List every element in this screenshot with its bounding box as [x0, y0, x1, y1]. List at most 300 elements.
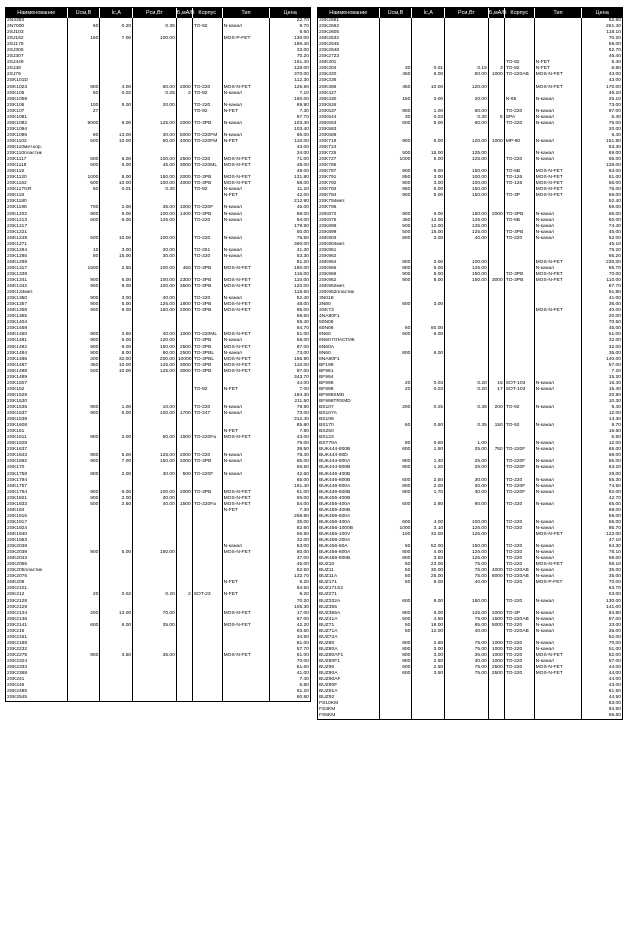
cell-transconductance: 1400 [177, 212, 193, 218]
cell-name: 3SK73 [318, 308, 380, 314]
cell-package: TO-220 [193, 453, 223, 459]
cell-package: TO-92 [193, 187, 223, 193]
cell-name: 2SK1486 [6, 357, 68, 363]
cell-type: N-канал [535, 556, 583, 562]
cell-power: 150.00 [445, 278, 489, 284]
cell-name: 2SK792 [318, 181, 380, 187]
cell-type: N-канал [535, 212, 583, 218]
cell-name: BUZ90F [318, 683, 380, 689]
cell-type: MOS-N-FET [223, 611, 271, 617]
cell-name: 2SK1284 [6, 248, 68, 254]
cell-package: TO-3PB [193, 121, 223, 127]
cell-type: N-канал [535, 230, 583, 236]
cell-name: 2SK1213 [6, 218, 68, 224]
cell-voltage: 900 [380, 139, 413, 145]
header-type: Тип [535, 8, 583, 18]
cell-name: 8NA80F1 [318, 357, 380, 363]
cell-name: 2SK1539 [6, 417, 68, 423]
cell-price: 55.00 [296, 495, 309, 501]
cell-name: BS107A [318, 411, 380, 417]
cell-current: 18.00 [412, 230, 445, 236]
cell-voltage: 800 [380, 659, 413, 665]
cell-type: MOS-N-FET [223, 85, 271, 91]
cell-transconductance: 1000 [489, 659, 505, 665]
cell-current: 2.50 [412, 659, 445, 665]
cell-price: 130.00 [606, 598, 621, 604]
cell-name: 2SK962 [318, 254, 380, 260]
cell-voltage: 100 [380, 532, 413, 538]
cell-price: 52.40 [296, 296, 309, 302]
cell-price: 44.00 [608, 665, 621, 671]
cell-price: 5.40 [611, 114, 621, 120]
cell-voltage: 900 [68, 550, 101, 556]
cell-name: 2SK1317 [6, 266, 68, 272]
cell-type: MOS-N-FET [223, 490, 271, 496]
cell-name: 2SK1489 [6, 375, 68, 381]
cell-package: TO-3PB [193, 490, 223, 496]
cell-transconductance: 2000 [177, 459, 193, 465]
cell-package: TO-3PB [193, 345, 223, 351]
cell-name: 2SK2648 [318, 48, 380, 54]
cell-price: 92.00 [608, 489, 621, 495]
cell-type: N-канал [535, 544, 583, 550]
cell-current: 3.00 [412, 647, 445, 653]
cell-current: 6.00 [412, 332, 445, 338]
cell-current: 5.00 [100, 302, 133, 308]
cell-name: 2SK2128 [6, 599, 68, 605]
cell-price: 211.50 [294, 398, 309, 404]
cell-voltage: 500 [68, 139, 101, 145]
cell-name: 2SK2368 [6, 671, 68, 677]
cell-package: TO-92 [193, 109, 223, 115]
cell-price: 35.00 [608, 628, 621, 634]
header-voltage: Uсм,В [68, 8, 101, 18]
cell-package: TO-220F [505, 459, 535, 465]
cell-current: 0.50 [412, 423, 445, 429]
cell-current: 5.00 [412, 272, 445, 278]
cell-price: 65.00 [608, 211, 621, 217]
cell-package: TO-220 [505, 157, 535, 163]
cell-name: 2SJ306 [6, 48, 68, 54]
cell-price: 141.00 [606, 604, 621, 610]
cell-name: 2SK1953 [6, 538, 68, 544]
cell-voltage: 600 [380, 599, 413, 605]
cell-voltage: 900 [68, 411, 101, 417]
cell-price: 186.40 [294, 42, 309, 48]
cell-price: 105.30 [294, 604, 309, 610]
cell-name: 2SK2038 [6, 544, 68, 550]
cell-price: 20.90 [608, 392, 621, 398]
cell-type: MOS-N-FET [535, 72, 583, 78]
cell-name: 2SK212 [6, 592, 68, 598]
cell-price: 55.50 [296, 465, 309, 471]
cell-package: SOT-23 [193, 592, 223, 598]
cell-transconductance: 1500 [177, 502, 193, 508]
cell-voltage: 900 [68, 453, 101, 459]
cell-name: 2SK216 [6, 629, 68, 635]
cell-power: 120.00 [133, 338, 177, 344]
cell-power: 60.00 [445, 109, 489, 115]
cell-name: 2SK2188 [6, 641, 68, 647]
cell-name: BS108 [318, 417, 380, 423]
cell-name: 2SK2039 [6, 550, 68, 556]
cell-current: 8.00 [100, 345, 133, 351]
cell-name: BUK444-800B [318, 447, 380, 453]
cell-transconductance: 2500 [177, 345, 193, 351]
cell-name: 2SK427 [318, 91, 380, 97]
cell-price: 64.70 [296, 326, 309, 332]
cell-transconductance: 200 [489, 405, 505, 411]
cell-name: 2SK184 [6, 508, 68, 514]
cell-price: 97.70 [608, 284, 621, 290]
cell-transconductance: 2000 [177, 308, 193, 314]
cell-price: 9.60 [299, 30, 309, 36]
cell-price: 7.20 [611, 368, 621, 374]
cell-transconductance: 15 [489, 381, 505, 387]
cell-current: 3.00 [412, 97, 445, 103]
cell-transconductance: 1500 [489, 617, 505, 623]
cell-price: 51.00 [608, 175, 621, 181]
cell-current [100, 695, 133, 701]
cell-price: 43.00 [608, 72, 621, 78]
cell-current: 0.03 [412, 381, 445, 387]
cell-current: 0.50 [412, 441, 445, 447]
cell-price: 17.00 [296, 610, 309, 616]
cell-transconductance: 2000 [489, 611, 505, 617]
cell-package: TO-220Fa [193, 435, 223, 441]
cell-type: MOS-N-FET [535, 169, 583, 175]
cell-voltage: 450 [380, 72, 413, 78]
parts-table-left [5, 7, 311, 702]
cell-price: 79.00 [296, 441, 309, 447]
cell-package: TO-3PB [193, 284, 223, 290]
cell-current: 8.00 [412, 169, 445, 175]
cell-voltage: 600 [68, 163, 101, 169]
cell-current: 5.00 [412, 157, 445, 163]
cell-type: MOS-N-FET [535, 532, 583, 538]
cell-name: 2SK1643 [6, 453, 68, 459]
cell-power: 150.00 [133, 345, 177, 351]
cell-type: N-канал [535, 465, 583, 471]
cell-price: 79.90 [296, 405, 309, 410]
cell-price: 184.30 [294, 392, 309, 398]
cell-package: TO-220 [505, 236, 535, 242]
cell-power: 30.00 [133, 254, 177, 260]
cell-name: 2SK1821 [6, 496, 68, 502]
cell-voltage: 900 [380, 272, 413, 278]
cell-type: N-канал [535, 568, 583, 574]
cell-name: 2SK872 [318, 212, 380, 218]
cell-type: N-канал [223, 248, 271, 254]
cell-type: N-FET [223, 429, 271, 435]
cell-price: 110.00 [294, 362, 309, 368]
cell-name: 2SK544 [318, 115, 380, 121]
cell-transconductance: 460 [177, 266, 193, 272]
cell-price: 67.00 [608, 658, 621, 664]
parts-table-right [317, 7, 623, 720]
cell-price: 6.40 [611, 132, 621, 138]
cell-current: 6.00 [100, 623, 133, 629]
cell-package: TO-220 [505, 671, 535, 677]
cell-type: MOS-N-FET [535, 85, 583, 91]
cell-current: 5.00 [100, 411, 133, 417]
cell-power: 125.00 [133, 453, 177, 459]
cell-power: 100.00 [133, 236, 177, 242]
cell-type: N-канал [223, 103, 271, 109]
cell-name: BUZ92 [318, 695, 380, 701]
cell-name: BUK446-400B [318, 472, 380, 478]
cell-power: 25.00 [445, 447, 489, 453]
cell-name: 8N60 [318, 351, 380, 357]
cell-package: TO-220 [505, 550, 535, 556]
cell-name: 3N80 [318, 302, 380, 308]
cell-current: 8.00 [100, 351, 133, 357]
cell-power: 0.35 [445, 423, 489, 429]
cell-power: 125.00 [445, 230, 489, 236]
cell-name: 2SK553 [318, 121, 380, 127]
cell-price: 43.00 [296, 435, 309, 441]
cell-current: 6.00 [412, 351, 445, 357]
cell-current: 0.02 [100, 592, 133, 598]
cell-price: 70.20 [296, 54, 309, 60]
cell-price: 9.70 [299, 24, 309, 30]
cell-name: 2SJ449 [6, 60, 68, 66]
cell-price: 71.00 [296, 157, 309, 163]
cell-name: 2N4393 [6, 18, 68, 24]
cell-power: 50.00 [133, 139, 177, 145]
cell-current: 8.00 [100, 284, 133, 290]
cell-type: MOS-N-FET [535, 193, 583, 199]
cell-type: N-FET [223, 387, 271, 393]
cell-voltage: 900 [68, 345, 101, 351]
cell-power: 0.30 [133, 187, 177, 193]
cell-type: MOS-N-FET [223, 363, 271, 369]
cell-power: 0.15 [445, 66, 489, 72]
cell-price: 61.50 [608, 689, 621, 695]
cell-transconductance: 3500 [177, 284, 193, 290]
cell-name: 2SK1794 [6, 490, 68, 496]
header-name: Наименование [6, 8, 68, 18]
cell-type: N-FET [223, 592, 271, 598]
cell-voltage: 700 [68, 205, 101, 211]
cell-name: 2SK1118 [6, 163, 68, 169]
cell-package: TO-3PB [193, 459, 223, 465]
cell-name: 2SK2545 [6, 695, 68, 701]
cell-name: 2SK107 [6, 109, 68, 115]
cell-price: 65.70 [608, 265, 621, 271]
cell-voltage: 500 [380, 230, 413, 236]
cell-power: 75.00 [445, 617, 489, 623]
cell-type: MOS-N-FET [223, 357, 271, 363]
cell-name: BUZ11A [318, 574, 380, 580]
cell-price: 53.00 [608, 592, 621, 598]
cell-current: 3.10 [412, 526, 445, 532]
cell-name: 2SK336 [318, 78, 380, 84]
cell-current: 10.00 [100, 363, 133, 369]
cell-power: 100.00 [133, 411, 177, 417]
cell-price: 65.00 [608, 519, 621, 525]
table-header [6, 8, 310, 18]
cell-type: N-канал [223, 205, 271, 211]
cell-name: 2SK1023 [6, 85, 68, 91]
cell-price: 112.30 [294, 78, 309, 84]
cell-name: 2SK903 [318, 236, 380, 242]
cell-current: 0.01 [412, 66, 445, 72]
cell-name: 2SK2141 [6, 623, 68, 629]
cell-name: BUK455-600A [318, 514, 380, 520]
cell-name: BF199 [318, 363, 380, 369]
cell-current: 32.00 [100, 357, 133, 363]
cell-name: BF994 [318, 375, 380, 381]
cell-name: 2SK1482 [6, 345, 68, 351]
cell-name: 2SK1611 [6, 435, 68, 441]
cell-type: N-канал [535, 478, 583, 484]
cell-transconductance: 1800 [177, 302, 193, 308]
cell-current: 8.00 [412, 278, 445, 284]
cell-price: 87.00 [296, 368, 309, 374]
cell-name: 2SK161 [6, 429, 68, 435]
cell-price: 62.50 [608, 18, 621, 23]
cell-voltage: 600 [380, 502, 413, 508]
cell-price: 32.00 [608, 338, 621, 344]
cell-name: 2SK205пластик [6, 568, 68, 574]
cell-current: 0.02 [100, 91, 133, 97]
cell-name: 2SK2275 [6, 653, 68, 659]
cell-price: 42.00 [296, 193, 309, 199]
cell-package: TO-3PB [193, 212, 223, 218]
cell-price: 73.00 [608, 102, 621, 108]
cell-transconductance [489, 713, 505, 719]
cell-current: 10.00 [100, 181, 133, 187]
cell-voltage: 800 [380, 260, 413, 266]
cell-current: 3.00 [412, 181, 445, 187]
cell-name: 6N60A [318, 345, 380, 351]
cell-name: 2SK1537 [6, 411, 68, 417]
cell-type: N-канал [535, 387, 583, 393]
cell-type: N-канал [535, 115, 583, 121]
cell-price: 161.40 [294, 60, 309, 66]
cell-price: 7.10 [299, 90, 309, 96]
cell-price: 87.00 [296, 344, 309, 350]
cell-voltage: 900 [68, 459, 101, 465]
cell-price: 52.00 [608, 235, 621, 241]
cell-price: 61.00 [296, 489, 309, 495]
cell-price: 70.20 [608, 36, 621, 42]
cell-voltage: 600 [68, 623, 101, 629]
cell-power: 150.00 [133, 459, 177, 465]
cell-type: N-канал [535, 139, 583, 145]
cell-transconductance: 2000 [177, 490, 193, 496]
cell-current: 4.00 [100, 85, 133, 91]
cell-current: 4.00 [412, 520, 445, 526]
cell-current: 3.00 [100, 248, 133, 254]
cell-voltage: 800 [380, 484, 413, 490]
cell-type: MOS-N-FET [223, 308, 271, 314]
cell-package: TO-220 [193, 85, 223, 91]
cell-name: 2SK896 [318, 224, 380, 230]
cell-name: 2SK110мет.кор. [6, 145, 68, 151]
cell-price: 33.00 [608, 622, 621, 628]
cell-price: 370.00 [294, 72, 309, 78]
cell-price: 48.00 [296, 163, 309, 169]
cell-name: 2SK1460 [6, 332, 68, 338]
cell-voltage: 200 [68, 611, 101, 617]
cell-package: TO-220AB [505, 568, 535, 574]
cell-price: 70.00 [608, 640, 621, 646]
cell-price: 151.80 [606, 138, 621, 144]
cell-current: 6.00 [100, 490, 133, 496]
cell-power: 125.00 [445, 266, 489, 272]
cell-voltage: 27 [68, 109, 101, 115]
cell-type: MOS-N-FET [535, 671, 583, 677]
cell-type: N-канал [535, 647, 583, 653]
cell-name: 2SK1404 [6, 320, 68, 326]
cell-power: 150.00 [445, 544, 489, 550]
cell-current: 9.00 [100, 308, 133, 314]
cell-name: BUK456-60A [318, 544, 380, 550]
cell-name: 2SK719 [318, 139, 380, 145]
cell-power: 35.00 [133, 623, 177, 629]
cell-package: TO-220 [505, 665, 535, 671]
cell-price: 53.30 [608, 144, 621, 150]
cell-type: N-канал [535, 224, 583, 230]
cell-name: 2SK2324 [6, 659, 68, 665]
cell-current: 3.00 [412, 302, 445, 308]
cell-current: 15.00 [412, 151, 445, 157]
cell-type: N-канал [223, 544, 271, 550]
cell-voltage: 60 [380, 326, 413, 332]
cell-type: N-канал [535, 236, 583, 242]
cell-name: 2SK1081 [6, 115, 68, 121]
cell-name: 2SK1692 [6, 459, 68, 465]
cell-voltage: 600 [380, 671, 413, 677]
table-row [6, 695, 310, 701]
cell-name: BUK444-800A [318, 459, 380, 465]
cell-package: TO-220 [505, 580, 535, 586]
cell-name: 2SK791 [318, 175, 380, 181]
cell-name: 2SK1917 [6, 520, 68, 526]
cell-price: 75.50 [296, 235, 309, 241]
cell-voltage: 800 [380, 653, 413, 659]
cell-name: 2SK1507 [6, 381, 68, 387]
cell-name: BUZ11 [318, 568, 380, 574]
cell-power: 75.00 [445, 562, 489, 568]
cell-power: 100.00 [133, 490, 177, 496]
cell-price: 6.80 [611, 66, 621, 72]
cell-power: 75.00 [445, 647, 489, 653]
cell-name: 2SK583 [318, 127, 380, 133]
cell-name: 2SK1350 [6, 296, 68, 302]
cell-power: 75.00 [445, 671, 489, 677]
cell-type: MOS-N-FET [223, 302, 271, 308]
cell-power [445, 713, 489, 719]
cell-name: 2SK1758 [6, 472, 68, 478]
cell-type: N-FET [223, 139, 271, 145]
cell-price: 69.90 [296, 102, 309, 108]
cell-current: 5.00 [412, 121, 445, 127]
cell-package: TO-3PB [505, 272, 535, 278]
cell-power: 150.00 [445, 599, 489, 605]
cell-power: 30.00 [133, 472, 177, 478]
cell-name: BUK455-400B [318, 496, 380, 502]
cell-power: 0.25 [133, 91, 177, 97]
cell-type: N-канал [223, 405, 271, 411]
cell-transconductance: 2300 [177, 278, 193, 284]
cell-price: 103.40 [294, 126, 309, 132]
header-power: Pси,Вт [445, 8, 489, 18]
cell-type: MOS-P-FET [535, 580, 583, 586]
cell-name: 2SK786 [318, 163, 380, 169]
